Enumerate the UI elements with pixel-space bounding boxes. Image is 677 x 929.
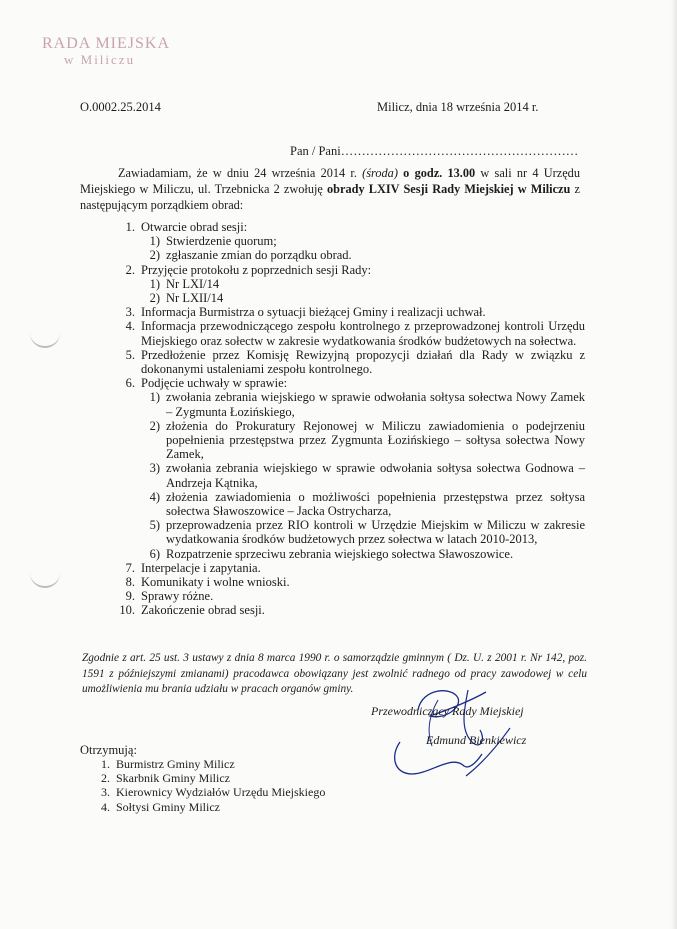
agenda-item [115, 319, 585, 347]
recipient-item [90, 757, 325, 771]
intro-paragraph [80, 165, 580, 213]
agenda-subitem-number: 2) [149, 418, 160, 433]
agenda-subitem-text: Rozpatrzenie sprzeciwu zebrania wiejskiego sołectwa Sławoszowice. [166, 546, 514, 561]
agenda-subitem [115, 461, 585, 489]
agenda-item-number: 2. [125, 262, 135, 277]
agenda-subitem [115, 518, 585, 546]
intro-text-4: z następującym porządkiem obrad: [80, 182, 580, 212]
intro-text-1: Zawiadamiam, że w dniu 24 września 2014 r. [118, 166, 363, 180]
agenda-subitem-number: 1) [149, 234, 160, 249]
agenda-item-text: Informacja przewodniczącego zespołu kontrolnego z przeprowadzonej kontroli Urzędu Miejskiego oraz sołectw w zakresie wydatkowania środków budżetowych na sołectwa. [141, 319, 585, 348]
agenda-item [115, 575, 585, 589]
agenda-subitem-text: złożenia do Prokuratury Rejonowej w Miliczu zawiadomienia o podejrzeniu popełnienia przestępstwa przez Zygmunta Łozińskiego – sołtysa sołectwa Nowy Zamek, [166, 418, 585, 462]
agenda-subitem-number: 2) [149, 291, 160, 306]
agenda-item-text: Sprawy różne. [141, 589, 214, 604]
agenda-list [115, 220, 585, 618]
punch-hole-top [30, 318, 60, 348]
chairman-title: Przewodniczący Rady Miejskiej [371, 704, 524, 718]
recipient-name: Burmistrz Gminy Milicz [116, 757, 235, 771]
agenda-subitem [115, 277, 585, 291]
agenda-item-text: Interpelacje i zapytania. [141, 560, 261, 575]
agenda-subitem-text: Stwierdzenie quorum; [166, 234, 277, 249]
recipient-number: 3. [101, 785, 110, 800]
agenda-item-number: 9. [125, 589, 135, 604]
agenda-subitem-text: przeprowadzenia przez RIO kontroli w Urzędzie Miejskim w Miliczu w zakresie wydatkowania środków budżetowych przez sołectwa w latach 2010-2013, [166, 518, 585, 547]
reference-number: O.0002.25.2014 [80, 100, 161, 114]
agenda-subitem [115, 390, 585, 418]
agenda-item-text: Komunikaty i wolne wnioski. [141, 575, 290, 590]
chairman-name: Edmund Bienkiewicz [426, 733, 527, 747]
agenda-item-text: Zakończenie obrad sesji. [141, 603, 265, 618]
recipient-item [90, 800, 325, 814]
recipient-name: Kierownicy Wydziałów Urzędu Miejskiego [116, 785, 326, 800]
recipient-number: 1. [101, 757, 110, 771]
agenda-subitem-number: 5) [149, 518, 160, 533]
recipients-list [90, 757, 325, 814]
recipient-item [90, 771, 325, 785]
intro-session-name: obrady LXIV Sesji Rady Miejskiej w Miliczu [327, 182, 571, 196]
agenda-item-number: 7. [125, 560, 135, 575]
agenda-item [115, 376, 585, 390]
agenda-subitem-text: Nr LXII/14 [166, 291, 224, 306]
agenda-subitem-number: 1) [149, 276, 160, 291]
agenda-item-number: 5. [125, 347, 135, 362]
stamp-line-1: RADA MIEJSKA [42, 35, 171, 52]
agenda-item-number: 1. [125, 220, 135, 234]
agenda-item [115, 348, 585, 376]
legal-note: Zgodnie z art. 25 ust. 3 ustawy z dnia 8 marca 1990 r. o samorządzie gminnym ( Dz. U. z 2001 r. Nr 142, poz. 1591 z późniejszymi zmianami) pracodawca obowiązany jest zwolnić radnego od pracy zawodowej w celu umożliwienia mu brania udziału w pracach organów gminy. [82, 652, 587, 695]
agenda-item-number: 3. [125, 305, 135, 320]
agenda-item-number: 10. [119, 603, 135, 618]
agenda-subitem-number: 6) [149, 546, 160, 561]
agenda-item-text: Informacja Burmistrza o sytuacji bieżącej Gminy i realizacji uchwał. [141, 305, 486, 320]
agenda-subitem [115, 490, 585, 518]
agenda-item [115, 561, 585, 575]
agenda-subitem-text: zwołania zebrania wiejskiego w sprawie odwołania sołtysa sołectwa Godnowa – Andrzeja Kątnika, [166, 461, 585, 490]
recipients-title: Otrzymują: [80, 743, 137, 757]
agenda-subitem [115, 291, 585, 305]
agenda-subitem [115, 547, 585, 561]
agenda-item-text: Otwarcie obrad sesji: [141, 220, 248, 234]
agenda-subitem-number: 1) [149, 390, 160, 405]
intro-text-3: w sali nr 4 Urzędu Miejskiego w Miliczu, ul. Trzebnicka 2 zwołuję [80, 166, 580, 196]
stamp-line-2: w Miliczu [64, 52, 136, 67]
agenda-item [115, 589, 585, 603]
recipient-item [90, 785, 325, 799]
agenda-item [115, 305, 585, 319]
agenda-subitem-text: Nr LXI/14 [166, 276, 220, 291]
recipient-name: Sołtysi Gminy Milicz [116, 799, 221, 814]
recipient-number: 2. [101, 771, 110, 786]
agenda-subitem-text: zwołania zebrania wiejskiego w sprawie odwołania sołtysa sołectwa Nowy Zamek – Zygmunta Łozińskiego, [166, 390, 585, 419]
agenda-subitem-number: 3) [149, 461, 160, 476]
place-and-date: Milicz, dnia 18 września 2014 r. [377, 100, 539, 114]
handwritten-signature [360, 670, 540, 780]
intro-weekday: (środa) [362, 166, 398, 180]
agenda-subitem-text: złożenia zawiadomienia o możliwości popełnienia przestępstwa przez sołtysa sołectwa Sławoszowice – Jacka Ostrycharza, [166, 489, 585, 519]
agenda-subitem [115, 234, 585, 248]
agenda-item [115, 220, 585, 234]
agenda-subitem [115, 419, 585, 462]
agenda-item-number: 8. [125, 575, 135, 590]
punch-hole-bottom [30, 558, 60, 588]
intro-time: 13.00 [447, 166, 476, 180]
addressee-line: Pan / Pani………………………………………………… [290, 144, 579, 158]
page-edge-shadow [671, 0, 677, 929]
intro-text-2: o godz. [397, 166, 448, 180]
agenda-item [115, 603, 585, 617]
agenda-item [115, 263, 585, 277]
agenda-subitem [115, 248, 585, 262]
agenda-item-text: Przedłożenie przez Komisję Rewizyjną propozycji działań dla Rady w związku z dokonanymi ustaleniami zespołu kontrolnego. [141, 347, 585, 377]
agenda-item-number: 6. [125, 376, 135, 391]
agenda-item-text: Podjęcie uchwały w sprawie: [141, 376, 288, 391]
agenda-item-number: 4. [125, 319, 135, 334]
agenda-item-text: Przyjęcie protokołu z poprzednich sesji Rady: [141, 262, 372, 277]
recipient-number: 4. [101, 799, 110, 814]
agenda-subitem-text: zgłaszanie zmian do porządku obrad. [166, 248, 352, 263]
agenda-subitem-number: 2) [149, 248, 160, 263]
agenda-subitem-number: 4) [149, 489, 160, 504]
recipient-name: Skarbnik Gminy Milicz [116, 771, 230, 786]
council-stamp [42, 36, 170, 68]
